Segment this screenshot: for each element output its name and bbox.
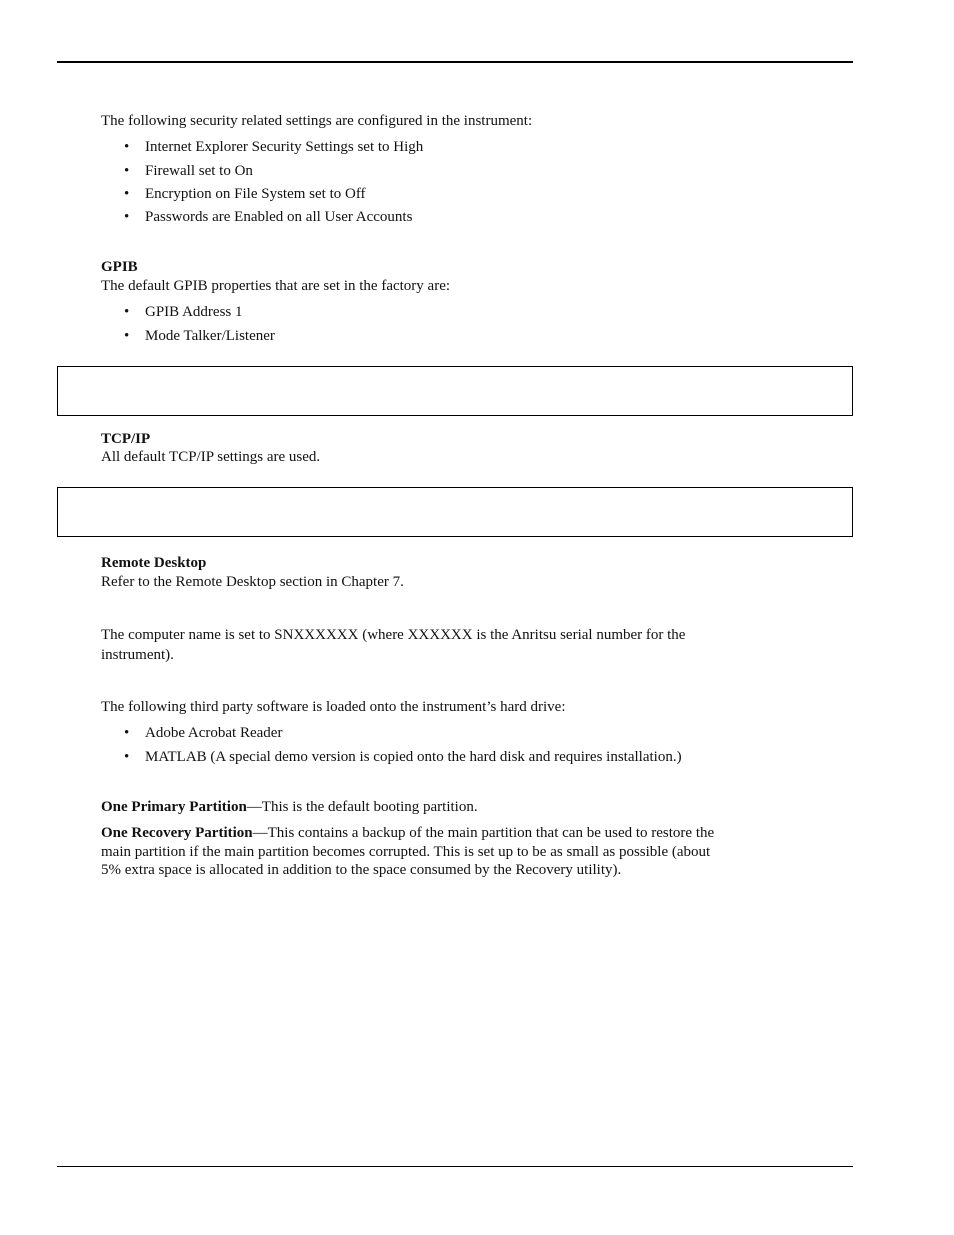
- list-item: • MATLAB (A special demo version is copied onto the hard disk and requires installation.): [124, 749, 682, 765]
- bullet-icon: •: [124, 209, 130, 225]
- remote-desktop-heading: Remote Desktop: [101, 555, 207, 571]
- recovery-partition-line-3: 5% extra space is allocated in addition to the space consumed by the Recovery utility).: [101, 862, 622, 878]
- gpib-heading: GPIB: [101, 259, 138, 275]
- list-item: • Mode Talker/Listener: [124, 328, 275, 344]
- bullet-icon: •: [124, 304, 130, 320]
- list-item: • Adobe Acrobat Reader: [124, 725, 283, 741]
- computer-name-line-2: instrument).: [101, 647, 174, 663]
- bullet-icon: •: [124, 725, 130, 741]
- note-box: [57, 487, 853, 537]
- bullet-icon: •: [124, 139, 130, 155]
- remote-desktop-text: Refer to the Remote Desktop section in Chapter 7.: [101, 574, 404, 590]
- bullet-icon: •: [124, 749, 130, 765]
- primary-partition: One Primary Partition—This is the default booting partition.: [101, 799, 478, 815]
- computer-name-line-1: The computer name is set to SNXXXXXX (where XXXXXX is the Anritsu serial number for the: [101, 627, 686, 643]
- header-rule: [57, 61, 853, 63]
- bullet-icon: •: [124, 163, 130, 179]
- list-item: • Encryption on File System set to Off: [124, 186, 366, 202]
- recovery-partition-line-1: One Recovery Partition—This contains a backup of the main partition that can be used to restore the: [101, 825, 715, 841]
- list-item: • Internet Explorer Security Settings set to High: [124, 139, 424, 155]
- tcpip-text: All default TCP/IP settings are used.: [101, 449, 321, 465]
- security-intro: The following security related settings are configured in the instrument:: [101, 113, 533, 129]
- gpib-intro: The default GPIB properties that are set in the factory are:: [101, 278, 451, 294]
- list-item: • GPIB Address 1: [124, 304, 243, 320]
- list-item: • Firewall set to On: [124, 163, 253, 179]
- footer-rule: [57, 1166, 853, 1167]
- tcpip-heading: TCP/IP: [101, 431, 151, 447]
- bullet-icon: •: [124, 186, 130, 202]
- list-item: • Passwords are Enabled on all User Accounts: [124, 209, 413, 225]
- primary-partition-term: One Primary Partition: [101, 799, 247, 815]
- recovery-partition-term: One Recovery Partition: [101, 825, 253, 841]
- bullet-icon: •: [124, 328, 130, 344]
- software-intro: The following third party software is loaded onto the instrument’s hard drive:: [101, 699, 566, 715]
- note-box: [57, 366, 853, 416]
- recovery-partition-line-2: main partition if the main partition becomes corrupted. This is set up to be as small as possible (about: [101, 844, 711, 860]
